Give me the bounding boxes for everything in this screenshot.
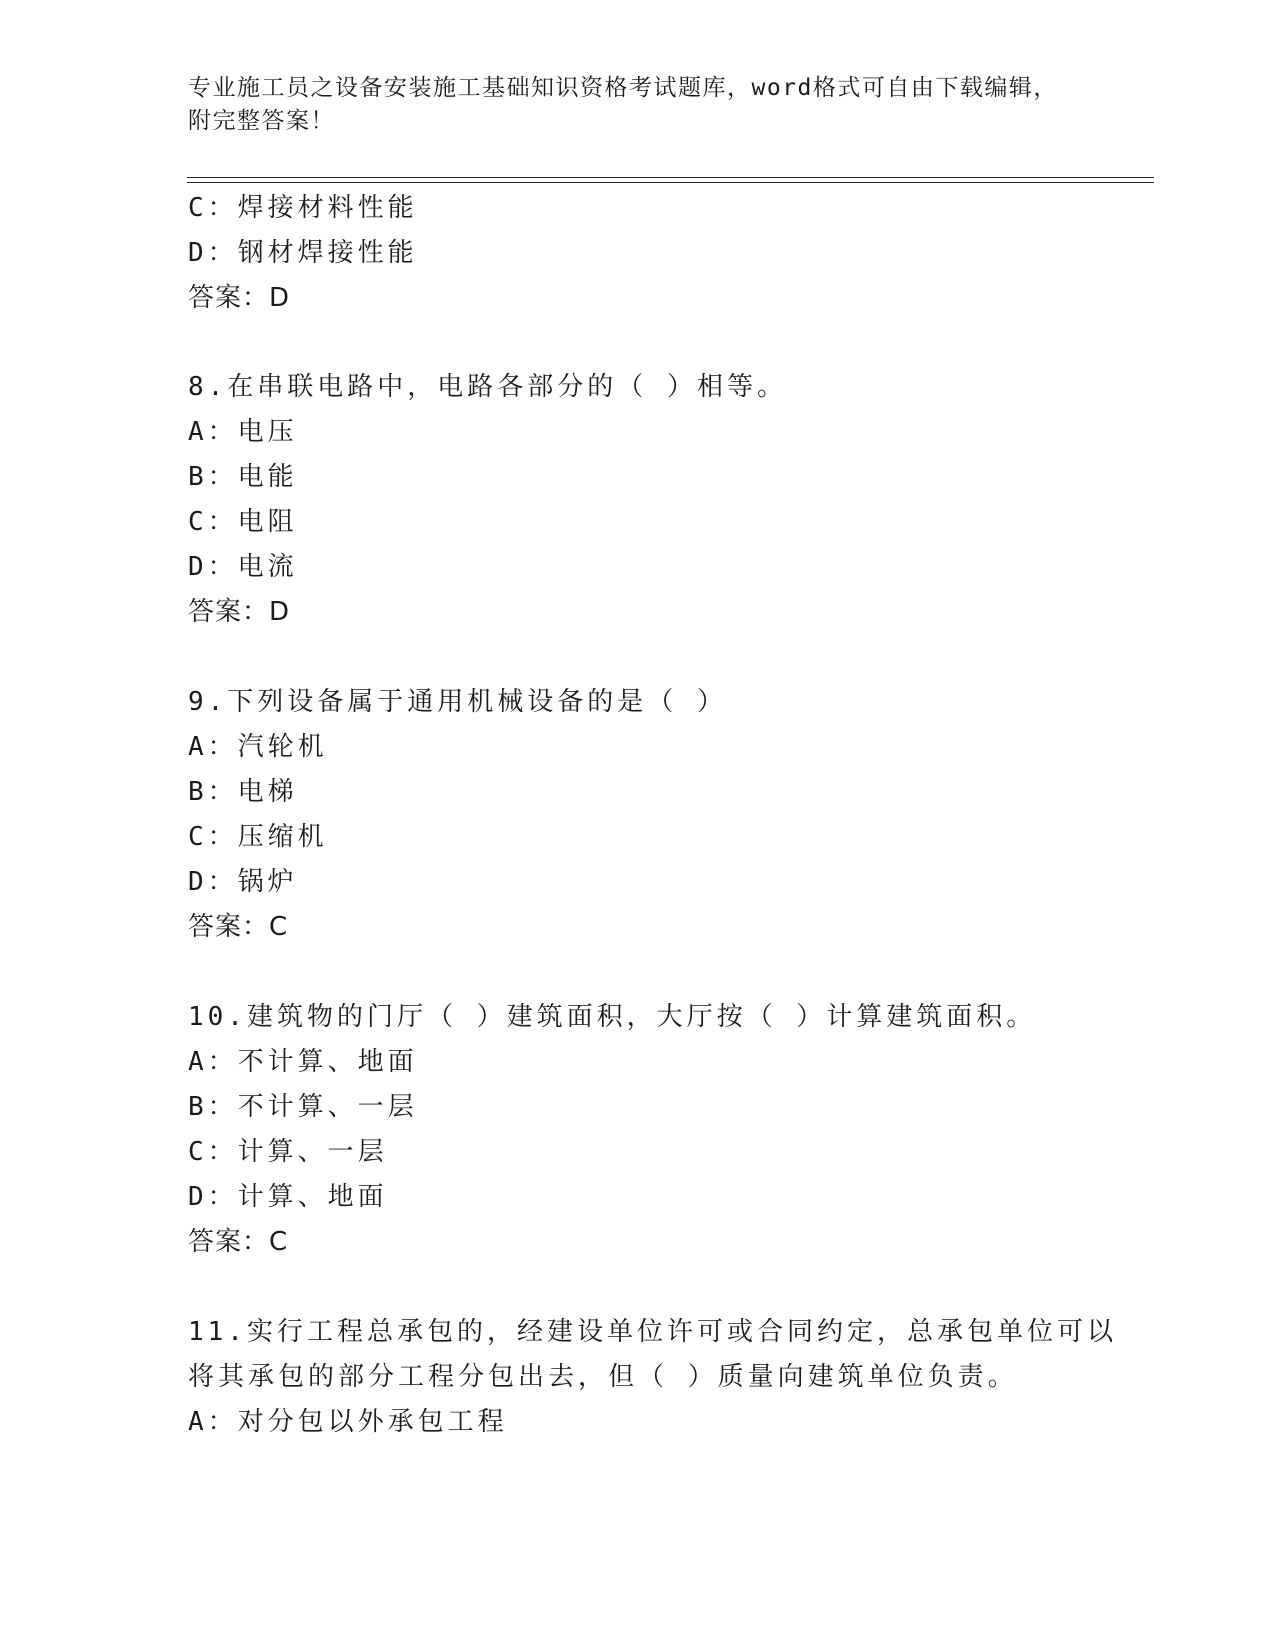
q9-option-c: C：压缩机 — [188, 822, 328, 852]
q11-question-line-1: 11.实行工程总承包的，经建设单位许可或合同约定，总承包单位可以 — [188, 1317, 1117, 1347]
q9-question: 9.下列设备属于通用机械设备的是（ ） — [188, 687, 727, 717]
q10-question: 10.建筑物的门厅（ ）建筑面积，大厅按（ ）计算建筑面积。 — [188, 1002, 1037, 1032]
q9-option-a: A：汽轮机 — [188, 732, 328, 762]
q8-option-d: D：电流 — [188, 552, 298, 582]
q8-option-b: B：电能 — [188, 462, 298, 492]
q11-question-line-2: 将其承包的部分工程分包出去，但（ ）质量向建筑单位负责。 — [188, 1362, 1018, 1392]
q10-option-a: A：不计算、地面 — [188, 1047, 418, 1077]
q10-option-b: B：不计算、一层 — [188, 1092, 418, 1122]
q9-option-d: D：锅炉 — [188, 867, 298, 897]
header-divider-top — [187, 177, 1154, 178]
q8-option-a: A：电压 — [188, 417, 298, 447]
header-line-2: 附完整答案！ — [188, 108, 335, 134]
q7-answer: 答案：D — [188, 283, 291, 313]
q8-option-c: C：电阻 — [188, 507, 298, 537]
document-header — [188, 72, 1088, 138]
q7-option-c: C：焊接材料性能 — [188, 193, 418, 223]
q9-option-b: B：电梯 — [188, 777, 298, 807]
header-line-1: 专业施工员之设备安装施工基础知识资格考试题库，word格式可自由下载编辑， — [188, 75, 1058, 101]
q7-option-d: D：钢材焊接性能 — [188, 238, 418, 268]
q8-question: 8.在串联电路中，电路各部分的（ ）相等。 — [188, 372, 787, 402]
q8-answer: 答案：D — [188, 597, 291, 627]
q10-option-c: C：计算、一层 — [188, 1137, 388, 1167]
q10-answer: 答案：C — [188, 1227, 289, 1257]
q9-answer: 答案：C — [188, 912, 289, 942]
q10-option-d: D：计算、地面 — [188, 1182, 388, 1212]
header-divider-bottom — [187, 182, 1154, 183]
q11-option-a: A：对分包以外承包工程 — [188, 1407, 508, 1437]
